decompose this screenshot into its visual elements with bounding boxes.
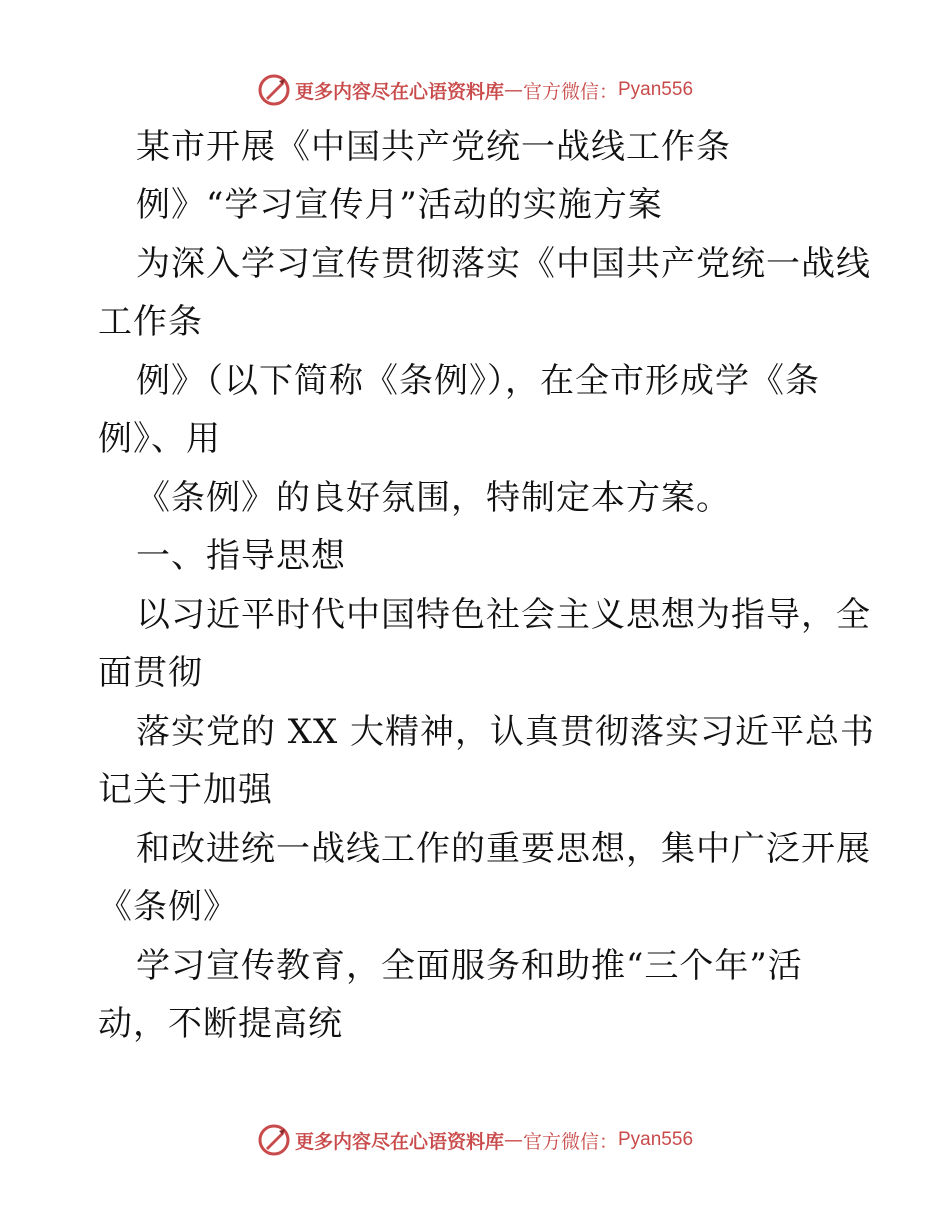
- header-banner: [0, 70, 950, 110]
- banner-wechat-id: Pyan556: [618, 1129, 694, 1150]
- banner-wechat-id: Pyan556: [618, 79, 694, 100]
- doc-text-line: 工作条: [98, 302, 203, 342]
- quill-logo-icon: [257, 73, 291, 107]
- doc-text-line: 学习宣传教育，全面服务和助推“三个年”活: [136, 946, 803, 986]
- quill-logo-icon: [257, 1123, 291, 1157]
- doc-text-line: 面贯彻: [98, 653, 203, 693]
- doc-text-line: 记关于加强: [98, 770, 273, 810]
- doc-text-line: 例》（以下简称《条例》），在全市形成学《条: [136, 361, 820, 401]
- doc-text-line: 例》、用: [98, 419, 221, 459]
- doc-title-line-2: 例》“学习宣传月”活动的实施方案: [136, 185, 663, 225]
- doc-text-line: 以习近平时代中国特色社会主义思想为指导，全: [136, 595, 871, 635]
- doc-text-line: 《条例》: [98, 887, 238, 927]
- doc-text-line: 落实党的 XX 大精神，认真贯彻落实习近平总书: [136, 712, 876, 752]
- banner-wechat-label: 官方微信：: [522, 1130, 618, 1153]
- banner-wechat-label: 官方微信：: [522, 80, 618, 103]
- doc-text-line: 和改进统一战线工作的重要思想，集中广泛开展: [136, 829, 871, 869]
- banner-separator: —: [503, 79, 523, 101]
- doc-section-heading: 一、指导思想: [136, 536, 346, 576]
- banner-site-text: 更多内容尽在心语资料库: [294, 80, 504, 103]
- doc-title-line-1: 某市开展《中国共产党统一战线工作条: [136, 127, 731, 167]
- footer-banner: [0, 1120, 950, 1160]
- doc-text-line: 动，不断提高统: [98, 1004, 343, 1044]
- doc-text-line: 为深入学习宣传贯彻落实《中国共产党统一战线: [136, 244, 871, 284]
- banner-separator: —: [503, 1129, 523, 1151]
- banner-site-text: 更多内容尽在心语资料库: [294, 1130, 504, 1153]
- doc-text-line: 《条例》的良好氛围，特制定本方案。: [136, 478, 731, 518]
